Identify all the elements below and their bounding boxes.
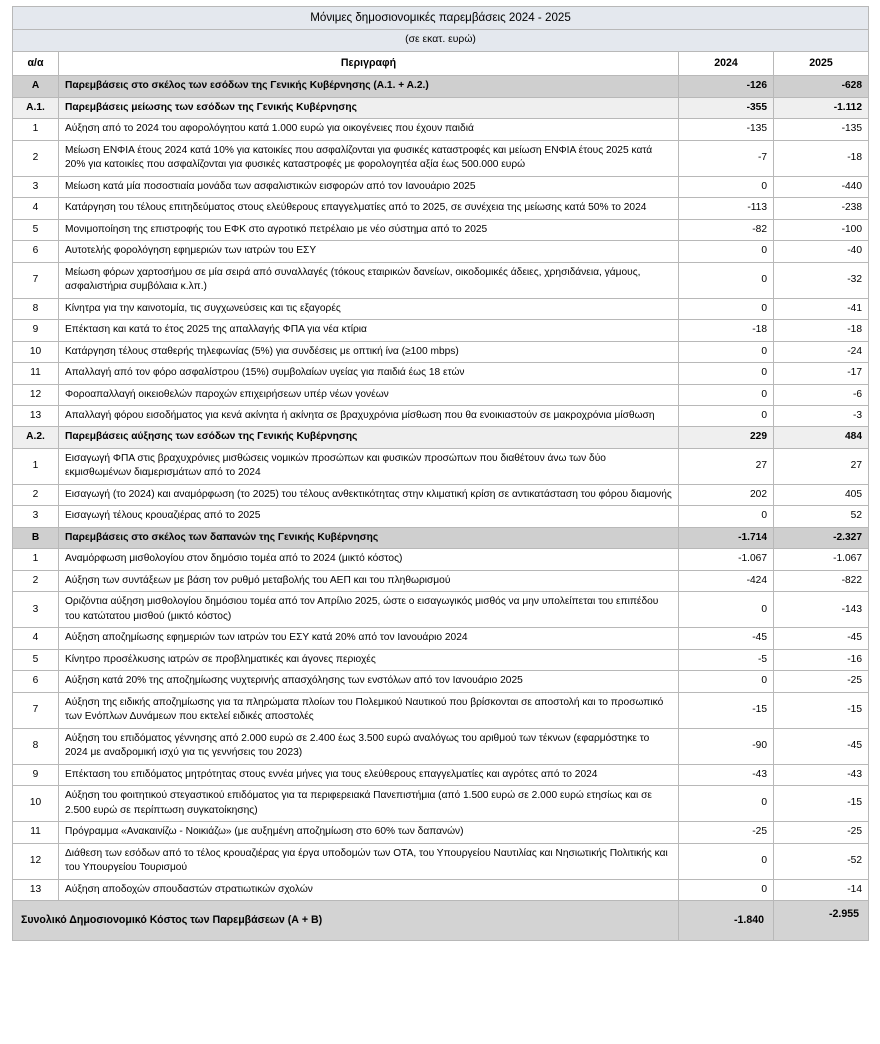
row-description-cell: Αύξηση αποδοχών σπουδαστών στρατιωτικών σχολών bbox=[59, 879, 679, 900]
row-index-cell: 13 bbox=[13, 406, 59, 427]
row-value-2025-cell: -822 bbox=[774, 570, 869, 591]
column-header-aa: α/α bbox=[13, 52, 59, 76]
row-index-cell: 10 bbox=[13, 341, 59, 362]
row-value-2024-cell: 0 bbox=[679, 363, 774, 384]
column-header-year-2024: 2024 bbox=[679, 52, 774, 76]
row-value-2025-cell: -18 bbox=[774, 140, 869, 176]
table-row bbox=[13, 140, 869, 176]
table-section-row bbox=[13, 97, 869, 118]
table-row bbox=[13, 484, 869, 505]
row-index-cell: 2 bbox=[13, 484, 59, 505]
row-description-cell: Εισαγωγή τέλους κρουαζιέρας από το 2025 bbox=[59, 506, 679, 527]
row-value-2024-cell: 0 bbox=[679, 298, 774, 319]
row-value-2025-cell: -45 bbox=[774, 728, 869, 764]
row-description-cell: Αύξηση του φοιτητικού στεγαστικού επιδόματος για τα περιφερειακά Πανεπιστήμια (από 1.500 ευρώ σε 2.000 ευρώ ετησίως και σε 2.500 ευρώ σε περίπτωση συγκατοίκησης) bbox=[59, 786, 679, 822]
row-value-2024-cell: 0 bbox=[679, 241, 774, 262]
row-index-cell: 12 bbox=[13, 843, 59, 879]
table-row bbox=[13, 448, 869, 484]
row-value-2024-cell: 229 bbox=[679, 427, 774, 448]
row-value-2024-cell: -90 bbox=[679, 728, 774, 764]
row-description-cell: Αύξηση του επιδόματος γέννησης από 2.000 ευρώ σε 2.400 έως 3.500 ευρώ αναλόγως του αριθμού των τέκνων (εφαρμόστηκε το 2024 με αναδρομική ισχύ για τις γεννήσεις του 2023) bbox=[59, 728, 679, 764]
row-value-2024-cell: -5 bbox=[679, 649, 774, 670]
row-description-cell: Αναμόρφωση μισθολογίου στον δημόσιο τομέα από το 2024 (μικτό κόστος) bbox=[59, 549, 679, 570]
row-value-2025-cell: -25 bbox=[774, 822, 869, 843]
row-value-2024-cell: -1.067 bbox=[679, 549, 774, 570]
row-value-2024-cell: 0 bbox=[679, 879, 774, 900]
column-header-description: Περιγραφή bbox=[59, 52, 679, 76]
row-value-2025-cell: 27 bbox=[774, 448, 869, 484]
column-header-year-2025: 2025 bbox=[774, 52, 869, 76]
table-body bbox=[13, 7, 869, 941]
row-value-2024-cell: 0 bbox=[679, 671, 774, 692]
row-description-cell: Αύξηση από το 2024 του αφορολόγητου κατά 1.000 ευρώ για οικογένειες που έχουν παιδιά bbox=[59, 119, 679, 140]
row-index-cell: 3 bbox=[13, 176, 59, 197]
row-value-2025-cell: -43 bbox=[774, 764, 869, 785]
row-value-2025-cell: 52 bbox=[774, 506, 869, 527]
row-value-2024-cell: -82 bbox=[679, 219, 774, 240]
row-value-2024-cell: 0 bbox=[679, 262, 774, 298]
row-value-2025-cell: -238 bbox=[774, 198, 869, 219]
row-value-2024-cell: 202 bbox=[679, 484, 774, 505]
table-subtitle: (σε εκατ. ευρώ) bbox=[13, 30, 869, 52]
row-description-cell: Επέκταση του επιδόματος μητρότητας στους εννέα μήνες για τους ελεύθερους επαγγελματίες και αγρότες από το 2024 bbox=[59, 764, 679, 785]
table-row bbox=[13, 649, 869, 670]
row-value-2024-cell: -1.714 bbox=[679, 527, 774, 548]
row-value-2025-cell: -15 bbox=[774, 692, 869, 728]
row-index-cell: 11 bbox=[13, 822, 59, 843]
table-row bbox=[13, 298, 869, 319]
row-value-2025-cell: -135 bbox=[774, 119, 869, 140]
row-value-2024-cell: 0 bbox=[679, 341, 774, 362]
table-subtitle-row bbox=[13, 30, 869, 52]
table-row bbox=[13, 119, 869, 140]
row-value-2025-cell: 484 bbox=[774, 427, 869, 448]
row-index-cell: 3 bbox=[13, 592, 59, 628]
row-value-2024-cell: -424 bbox=[679, 570, 774, 591]
row-value-2024-cell: -25 bbox=[679, 822, 774, 843]
row-index-cell: 7 bbox=[13, 692, 59, 728]
row-value-2025-cell: -628 bbox=[774, 76, 869, 97]
row-value-2025-cell: -25 bbox=[774, 671, 869, 692]
row-value-2025-cell: -32 bbox=[774, 262, 869, 298]
row-description-cell: Αύξηση κατά 20% της αποζημίωσης νυχτερινής απασχόλησης των ενστόλων από τον Ιανουάριο 2025 bbox=[59, 671, 679, 692]
row-value-2024-cell: -113 bbox=[679, 198, 774, 219]
row-description-cell: Αύξηση αποζημίωσης εφημεριών των ιατρών του ΕΣΥ κατά 20% από τον Ιανουάριο 2024 bbox=[59, 628, 679, 649]
row-index-cell: 1 bbox=[13, 549, 59, 570]
table-row bbox=[13, 363, 869, 384]
row-index-cell: 11 bbox=[13, 363, 59, 384]
row-value-2024-cell: -43 bbox=[679, 764, 774, 785]
table-row bbox=[13, 219, 869, 240]
fiscal-interventions-table bbox=[12, 6, 869, 941]
row-value-2024-cell: -355 bbox=[679, 97, 774, 118]
row-index-cell: 4 bbox=[13, 628, 59, 649]
row-value-2024-cell: -7 bbox=[679, 140, 774, 176]
row-description-cell: Μείωση κατά μία ποσοστιαία μονάδα των ασφαλιστικών εισφορών από τον Ιανουάριο 2025 bbox=[59, 176, 679, 197]
table-title-row bbox=[13, 7, 869, 30]
row-description-cell: Κατάργηση του τέλους επιτηδεύματος στους ελεύθερους επαγγελματίες από το 2025, σε συνέχεια της μείωσης κατά 50% το 2024 bbox=[59, 198, 679, 219]
row-value-2025-cell: -2.327 bbox=[774, 527, 869, 548]
table-row bbox=[13, 549, 869, 570]
row-description-cell: Πρόγραμμα «Ανακαινίζω - Νοικιάζω» (με αυξημένη αποζημίωση στο 60% των δαπανών) bbox=[59, 822, 679, 843]
row-value-2024-cell: -126 bbox=[679, 76, 774, 97]
row-description-cell: Απαλλαγή φόρου εισοδήματος για κενά ακίνητα ή ακίνητα σε βραχυχρόνια μίσθωση που θα ενοικιαστούν σε μακροχρόνια μίσθωση bbox=[59, 406, 679, 427]
table-row bbox=[13, 764, 869, 785]
row-description-cell: Κατάργηση τέλους σταθερής τηλεφωνίας (5%) για συνδέσεις με οπτική ίνα (≥100 mbps) bbox=[59, 341, 679, 362]
row-index-cell: 4 bbox=[13, 198, 59, 219]
table-row bbox=[13, 822, 869, 843]
table-row bbox=[13, 198, 869, 219]
row-value-2025-cell: -41 bbox=[774, 298, 869, 319]
row-value-2025-cell: -52 bbox=[774, 843, 869, 879]
table-row bbox=[13, 843, 869, 879]
row-value-2024-cell: 0 bbox=[679, 843, 774, 879]
table-row bbox=[13, 320, 869, 341]
table-row bbox=[13, 570, 869, 591]
table-row bbox=[13, 506, 869, 527]
row-index-cell: 9 bbox=[13, 320, 59, 341]
row-index-cell: 6 bbox=[13, 241, 59, 262]
row-index-cell: 1 bbox=[13, 448, 59, 484]
table-row bbox=[13, 671, 869, 692]
row-description-cell: Παρεμβάσεις μείωσης των εσόδων της Γενικής Κυβέρνησης bbox=[59, 97, 679, 118]
row-description-cell: Κίνητρο προσέλκυσης ιατρών σε προβληματικές και άγονες περιοχές bbox=[59, 649, 679, 670]
row-value-2024-cell: 0 bbox=[679, 786, 774, 822]
row-value-2025-cell: -1.067 bbox=[774, 549, 869, 570]
row-value-2024-cell: 0 bbox=[679, 506, 774, 527]
row-index-cell: 5 bbox=[13, 219, 59, 240]
row-index-cell: 2 bbox=[13, 140, 59, 176]
row-value-2025-cell: -45 bbox=[774, 628, 869, 649]
row-description-cell: Διάθεση των εσόδων από το τέλος κρουαζιέρας για έργα υποδομών των ΟΤΑ, του Υπουργείου Ναυτιλίας και Νησιωτικής Πολιτικής και του Υπουργείου Τουρισμού bbox=[59, 843, 679, 879]
table-row bbox=[13, 241, 869, 262]
table-section-row bbox=[13, 427, 869, 448]
row-description-cell: Αύξηση των συντάξεων με βάση τον ρυθμό μεταβολής του ΑΕΠ και του πληθωρισμού bbox=[59, 570, 679, 591]
row-index-cell: 3 bbox=[13, 506, 59, 527]
row-description-cell: Επέκταση και κατά το έτος 2025 της απαλλαγής ΦΠΑ για νέα κτίρια bbox=[59, 320, 679, 341]
total-label-cell: Συνολικό Δημοσιονομικό Κόστος των Παρεμβάσεων (Α + Β) bbox=[13, 901, 679, 941]
row-value-2025-cell: -1.112 bbox=[774, 97, 869, 118]
row-description-cell: Κίνητρα για την καινοτομία, τις συγχωνεύσεις και τις εξαγορές bbox=[59, 298, 679, 319]
row-index-cell: Β bbox=[13, 527, 59, 548]
table-row bbox=[13, 786, 869, 822]
row-value-2025-cell: -40 bbox=[774, 241, 869, 262]
row-value-2025-cell: 405 bbox=[774, 484, 869, 505]
table-section-row bbox=[13, 527, 869, 548]
row-index-cell: 9 bbox=[13, 764, 59, 785]
row-value-2025-cell: -15 bbox=[774, 786, 869, 822]
row-value-2024-cell: 27 bbox=[679, 448, 774, 484]
row-value-2025-cell: -440 bbox=[774, 176, 869, 197]
row-index-cell: Α bbox=[13, 76, 59, 97]
table-row bbox=[13, 384, 869, 405]
row-index-cell: 8 bbox=[13, 298, 59, 319]
row-value-2025-cell: -24 bbox=[774, 341, 869, 362]
row-value-2024-cell: 0 bbox=[679, 406, 774, 427]
row-value-2024-cell: -15 bbox=[679, 692, 774, 728]
row-description-cell: Εισαγωγή ΦΠΑ στις βραχυχρόνιες μισθώσεις νομικών προσώπων και φυσικών προσώπων που διαθέτουν άνω των δύο εκμισθωμένων διαμερισμάτων από το 2024 bbox=[59, 448, 679, 484]
row-value-2024-cell: -135 bbox=[679, 119, 774, 140]
table-row bbox=[13, 176, 869, 197]
row-value-2025-cell: -6 bbox=[774, 384, 869, 405]
row-description-cell: Οριζόντια αύξηση μισθολογίου δημόσιου τομέα από τον Απρίλιο 2025, ώστε ο εισαγωγικός μισθός να μην υπολείπεται του επιπέδου του κατώτατου μισθού (μικτό κόστος) bbox=[59, 592, 679, 628]
column-header-row bbox=[13, 52, 869, 76]
row-value-2025-cell: -18 bbox=[774, 320, 869, 341]
row-description-cell: Φοροαπαλλαγή οικειοθελών παροχών επιχειρήσεων υπέρ νέων γονέων bbox=[59, 384, 679, 405]
table-total-row bbox=[13, 901, 869, 941]
row-index-cell: 6 bbox=[13, 671, 59, 692]
row-value-2024-cell: -18 bbox=[679, 320, 774, 341]
row-index-cell: 5 bbox=[13, 649, 59, 670]
row-value-2024-cell: 0 bbox=[679, 592, 774, 628]
row-description-cell: Αύξηση της ειδικής αποζημίωσης για τα πληρώματα πλοίων του Πολεμικού Ναυτικού που βρίσκονται σε αποστολή και το προσωπικό των Ενόπλων Δυνάμεων που εκτελεί ειδικές αποστολές bbox=[59, 692, 679, 728]
row-value-2025-cell: -3 bbox=[774, 406, 869, 427]
row-description-cell: Αυτοτελής φορολόγηση εφημεριών των ιατρών του ΕΣΥ bbox=[59, 241, 679, 262]
row-index-cell: Α.1. bbox=[13, 97, 59, 118]
row-description-cell: Μείωση φόρων χαρτοσήμου σε μία σειρά από συναλλαγές (τόκους εταιρικών δανείων, οικοδομικές άδειες, χρησιδάνεια, γάμους, ασφαλιστήρια συμβόλαια κ.λπ.) bbox=[59, 262, 679, 298]
row-description-cell: Απαλλαγή από τον φόρο ασφαλίστρου (15%) συμβολαίων υγείας για παιδιά έως 18 ετών bbox=[59, 363, 679, 384]
row-description-cell: Παρεμβάσεις στο σκέλος των εσόδων της Γενικής Κυβέρνησης (Α.1. + Α.2.) bbox=[59, 76, 679, 97]
row-index-cell: 8 bbox=[13, 728, 59, 764]
row-value-2025-cell: -143 bbox=[774, 592, 869, 628]
table-title: Μόνιμες δημοσιονομικές παρεμβάσεις 2024 - 2025 bbox=[13, 7, 869, 30]
table-row bbox=[13, 592, 869, 628]
row-value-2024-cell: -45 bbox=[679, 628, 774, 649]
row-index-cell: Α.2. bbox=[13, 427, 59, 448]
table-row bbox=[13, 728, 869, 764]
row-description-cell: Μείωση ΕΝΦΙΑ έτους 2024 κατά 10% για κατοικίες που ασφαλίζονται για φυσικές καταστροφές και μείωση ΕΝΦΙΑ έτους 2025 κατά 20% για κατοικίες που ασφαλίζονται για φυσικές καταστροφές με φορολογητέα αξία έως 500.000 ευρώ bbox=[59, 140, 679, 176]
row-index-cell: 10 bbox=[13, 786, 59, 822]
row-index-cell: 12 bbox=[13, 384, 59, 405]
table-row bbox=[13, 341, 869, 362]
row-description-cell: Παρεμβάσεις στο σκέλος των δαπανών της Γενικής Κυβέρνησης bbox=[59, 527, 679, 548]
row-index-cell: 13 bbox=[13, 879, 59, 900]
total-value-2024-cell: -1.840 bbox=[679, 901, 774, 941]
row-index-cell: 2 bbox=[13, 570, 59, 591]
table-row bbox=[13, 692, 869, 728]
row-description-cell: Εισαγωγή (το 2024) και αναμόρφωση (το 2025) του τέλους ανθεκτικότητας στην κλιματική κρίση σε αντικατάσταση του φόρου διαμονής bbox=[59, 484, 679, 505]
row-value-2025-cell: -100 bbox=[774, 219, 869, 240]
table-section-row bbox=[13, 76, 869, 97]
row-value-2025-cell: -17 bbox=[774, 363, 869, 384]
row-value-2025-cell: -14 bbox=[774, 879, 869, 900]
total-value-2025-cell: -2.955 bbox=[774, 901, 869, 941]
table-row bbox=[13, 879, 869, 900]
row-value-2024-cell: 0 bbox=[679, 384, 774, 405]
table-row bbox=[13, 628, 869, 649]
table-row bbox=[13, 406, 869, 427]
row-index-cell: 7 bbox=[13, 262, 59, 298]
table-row bbox=[13, 262, 869, 298]
row-index-cell: 1 bbox=[13, 119, 59, 140]
row-description-cell: Μονιμοποίηση της επιστροφής του ΕΦΚ στο αγροτικό πετρέλαιο με νέο σύστημα από το 2025 bbox=[59, 219, 679, 240]
row-description-cell: Παρεμβάσεις αύξησης των εσόδων της Γενικής Κυβέρνησης bbox=[59, 427, 679, 448]
row-value-2024-cell: 0 bbox=[679, 176, 774, 197]
row-value-2025-cell: -16 bbox=[774, 649, 869, 670]
